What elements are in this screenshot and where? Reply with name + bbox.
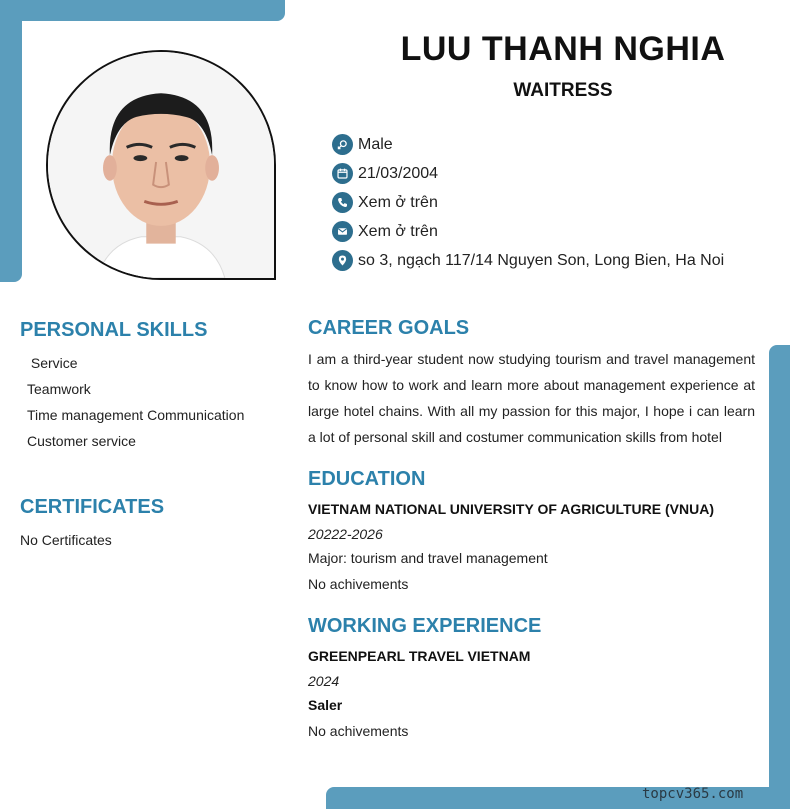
- personal-skills-list: [20, 350, 244, 454]
- education-heading: EDUCATION: [308, 468, 426, 490]
- portrait-image: [48, 52, 274, 278]
- watermark-text: topcv365.com: [642, 786, 744, 802]
- personal-skills-heading: PERSONAL SKILLS: [20, 319, 208, 341]
- email-text: Xem ở trên: [358, 222, 438, 240]
- contact-item-address: [332, 246, 724, 275]
- contact-item-birthdate: [332, 159, 724, 188]
- job-title: WAITRESS: [513, 80, 613, 101]
- phone-icon: [332, 192, 353, 213]
- experience-year: 2024: [308, 672, 340, 689]
- decorative-bar-left: [0, 0, 22, 282]
- contact-item-phone: [332, 188, 724, 217]
- calendar-icon: [332, 163, 353, 184]
- contact-item-gender: [332, 130, 724, 159]
- career-goals-text: I am a third-year student now studying tourism and travel management to know how to work and learn more about management experience at large hotel chains. With all my passion for this major, I hope i can learn a lot of personal skill and costumer communication skills from hotel: [308, 351, 755, 445]
- candidate-name: LUU THANH NGHIA: [400, 30, 726, 68]
- contact-list: [332, 130, 724, 275]
- skill-item: Teamwork: [27, 381, 91, 397]
- email-icon: [332, 221, 353, 242]
- decorative-bar-right: [769, 345, 790, 787]
- education-major: Major: tourism and travel management: [308, 550, 548, 566]
- experience-heading: WORKING EXPERIENCE: [308, 615, 542, 637]
- certificates-list: [20, 527, 112, 553]
- skill-item: Customer service: [27, 433, 136, 449]
- experience-entry: [308, 644, 755, 743]
- education-achievements: No achivements: [308, 575, 409, 592]
- location-icon: [332, 250, 353, 271]
- career-goals-heading: CAREER GOALS: [308, 317, 470, 339]
- gender-text: Male: [358, 135, 393, 153]
- certificates-heading: CERTIFICATES: [20, 496, 165, 518]
- education-period: 20222-2026: [308, 525, 383, 542]
- contact-item-email: [332, 217, 724, 246]
- decorative-bar-top: [0, 0, 285, 21]
- phone-text: Xem ở trên: [358, 193, 438, 211]
- certificates-text: No Certificates: [20, 532, 112, 548]
- birthdate-text: 21/03/2004: [358, 164, 439, 182]
- address-text: so 3, ngạch 117/14 Nguyen Son, Long Bien, Ha Noi: [358, 251, 725, 269]
- company-name: GREENPEARL TRAVEL VIETNAM: [308, 648, 531, 664]
- education-entry: [308, 497, 755, 596]
- experience-role: Saler: [308, 697, 343, 713]
- skill-item: Time management Communication: [27, 407, 245, 423]
- experience-achievements: No achivements: [308, 722, 409, 739]
- skill-item: Service: [27, 355, 78, 371]
- gender-icon: [332, 134, 353, 155]
- school-name: VIETNAM NATIONAL UNIVERSITY OF AGRICULTURE (VNUA): [308, 501, 714, 517]
- profile-photo: [46, 50, 276, 280]
